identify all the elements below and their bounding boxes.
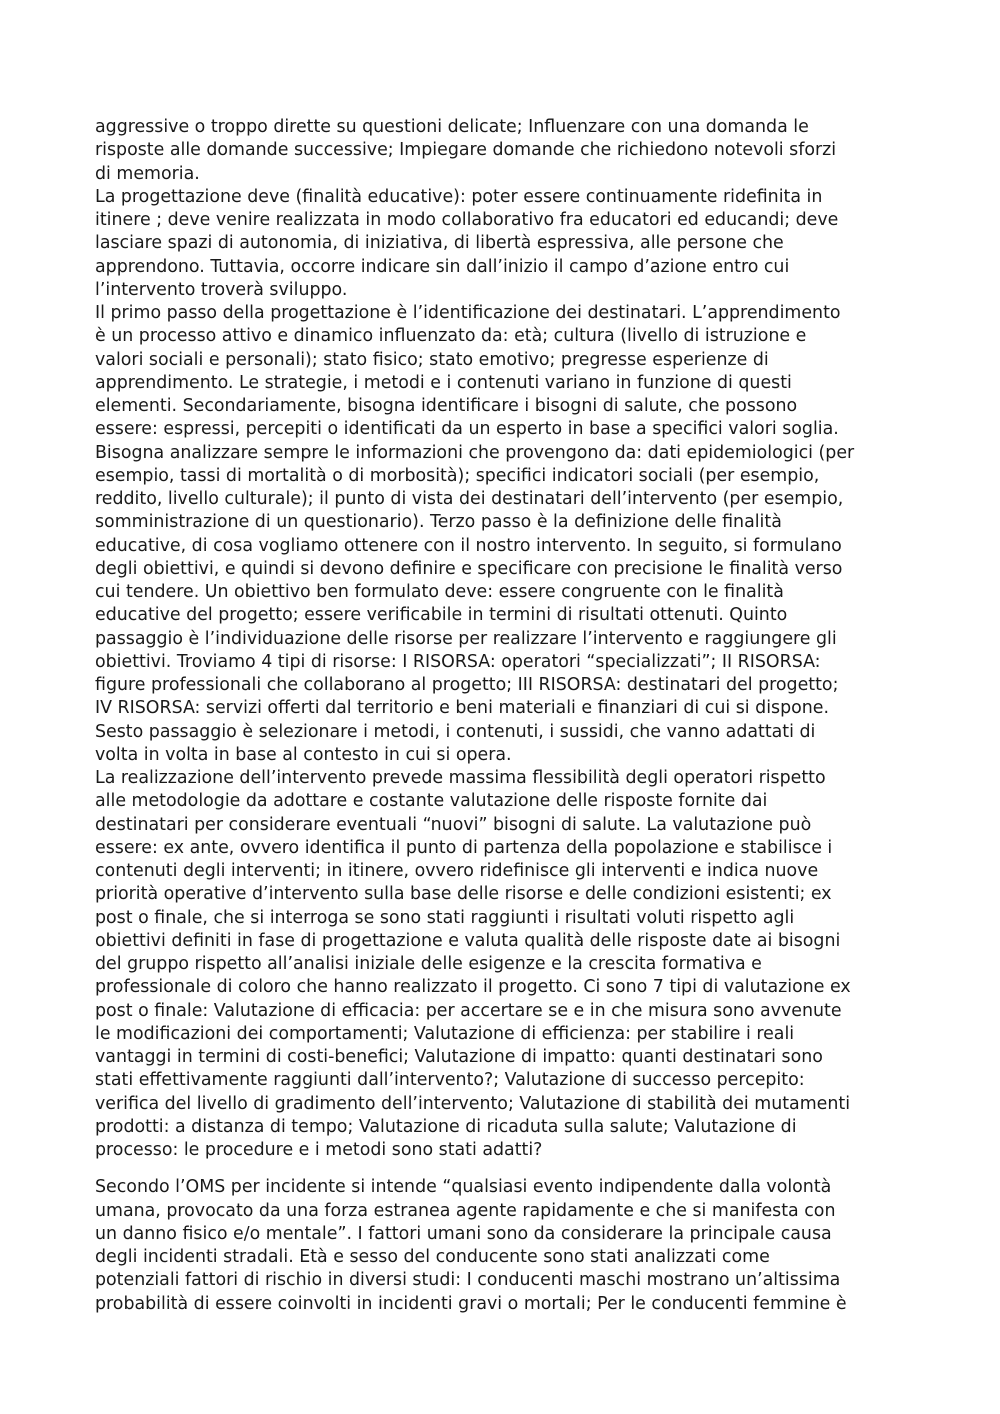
document-page xyxy=(95,116,907,1316)
paragraph-design-steps: Il primo passo della progettazione è l’identificazione dei destinatari. L’apprendimento è un processo attivo e dinamico influenzato da: età; cultura (livello di istruzione e valori sociali e personali); stato fisico; stato emotivo; pregresse esperienze di apprendimento. Le strategie, i metodi e i contenuti variano in funzione di questi elementi. Secondariamente, bisogna identificare i bisogni di salute, che possono essere: espressi, percepiti o identificati da un esperto in base a specifici valori soglia. Bisogna analizzare sempre le informazioni che provengono da: dati epidemiologici (per esempio, tassi di mortalità o di morbosità); specifici indicatori sociali (per esempio, reddito, livello culturale); il punto di vista dei destinatari dell’intervento (per esempio, somministrazione di un questionario). Terzo passo è la definizione delle finalità educative, di cosa vogliamo ottenere con il nostro intervento. In seguito, si formulano degli obiettivi, e quindi si devono definire e specificare con precisione le finalità verso cui tendere. Un obiettivo ben formulato deve: essere congruente con le finalità educative del progetto; essere verificabile in termini di risultati ottenuti. Quinto passaggio è l’individuazione delle risorse per realizzare l’intervento e raggiungere gli obiettivi. Troviamo 4 tipi di risorse: I RISORSA: operatori “specializzati”; II RISORSA: figure professionali che collaborano al progetto; III RISORSA: destinatari del progetto; IV RISORSA: servizi offerti dal territorio e beni materiali e finanziari di cui si dispone. Sesto passaggio è selezionare i metodi, i contenuti, i sussidi, che vanno adattati di volta in volta in base al contesto in cui si opera. xyxy=(95,303,855,765)
paragraph-design-requirements: La progettazione deve (finalità educative): poter essere continuamente ridefinita in itinere ; deve venire realizzata in modo collaborativo fra educatori ed educandi; deve lasciare spazi di autonomia, di iniziativa, di libertà espressiva, alle persone che apprendono. Tuttavia, occorre indicare sin dall’inizio il campo d’azione entro cui l’intervento troverà sviluppo. xyxy=(95,186,839,300)
paragraph-questionnaire-errors: aggressive o troppo dirette su questioni delicate; Influenzare con una domanda le risposte alle domande successive; Impiegare domande che richiedono notevoli sforzi di memoria. xyxy=(95,117,837,184)
paragraph-implementation-evaluation: La realizzazione dell’intervento prevede massima flessibilità degli operatori rispetto alle metodologie da adottare e costante valutazione delle risposte fornite dai destinatari per considerare eventuali “nuovi” bisogni di salute. La valutazione può essere: ex ante, ovvero identifica il punto di partenza della popolazione e stabilisce i contenuti degli interventi; in itinere, ovvero ridefinisce gli interventi e indica nuove priorità operative d’intervento sulla base delle risorse e delle condizioni esistenti; ex post o finale, che si interroga se sono stati raggiunti i risultati voluti rispetto agli obiettivi definiti in fase di progettazione e valuta qualità delle risposte date ai bisogni del gruppo rispetto all’analisi iniziale delle esigenze e la crescita formativa e professionale di coloro che hanno realizzato il progetto. Ci sono 7 tipi di valutazione ex post o finale: Valutazione di efficacia: per accertare se e in che misura sono avvenute le modificazioni dei comportamenti; Valutazione di efficienza: per stabilire i reali vantaggi in termini di costi-benefici; Valutazione di impatto: quanti destinatari sono stati effettivamente raggiunti dall’intervento?; Valutazione di successo percepito: verifica del livello di gradimento dell’intervento; Valutazione di stabilità dei mutamenti prodotti: a distanza di tempo; Valutazione di ricaduta sulla salute; Valutazione di processo: le procedure e i metodi sono stati adatti? xyxy=(95,768,851,1160)
paragraph-road-accidents: Secondo l’OMS per incidente si intende “qualsiasi evento indipendente dalla volontà umana, provocato da una forza estranea agente rapidamente e che si manifesta con un danno fisico e/o mentale”. I fattori umani sono da considerare la principale causa degli incidenti stradali. Età e sesso del conducente sono stati analizzati come potenziali fattori di rischio in diversi studi: I conducenti maschi mostrano un’altissima probabilità di essere coinvolti in incidenti gravi o mortali; Per le conducenti femmine è xyxy=(95,1177,847,1314)
paragraph-spacer xyxy=(95,1162,907,1176)
